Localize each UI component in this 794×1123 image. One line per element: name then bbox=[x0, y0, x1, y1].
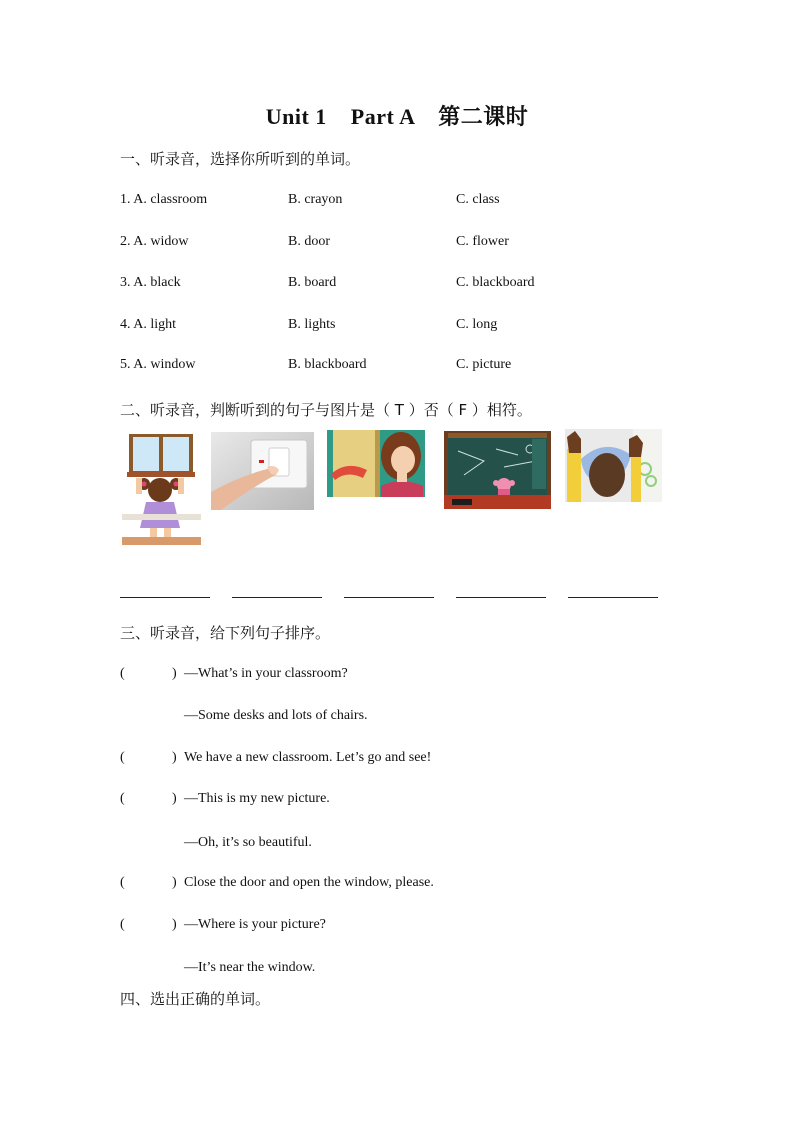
answer-blank-5[interactable] bbox=[568, 597, 658, 598]
question-row-2 bbox=[120, 234, 680, 254]
option-b: B. board bbox=[288, 275, 337, 290]
option-b: B. lights bbox=[288, 317, 336, 332]
order-sentence: —What’s in your classroom? bbox=[184, 666, 348, 681]
paren-open: ( bbox=[120, 666, 125, 681]
question-row-1 bbox=[120, 192, 680, 212]
paren-close: ) bbox=[172, 917, 177, 932]
section2-heading: 二、听录音，判断听到的句子与图片是（ T ）否（ F ）相符。 bbox=[120, 401, 532, 419]
option-a: 2. A. widow bbox=[120, 234, 189, 249]
order-reply: —It’s near the window. bbox=[184, 960, 316, 975]
option-a: 4. A. light bbox=[120, 317, 177, 332]
option-c: C. flower bbox=[456, 234, 509, 249]
paren-close: ) bbox=[172, 750, 177, 765]
section3-heading: 三、听录音，给下列句子排序。 bbox=[120, 624, 331, 642]
section1-heading: 一、听录音，选择你所听到的单词。 bbox=[120, 150, 361, 168]
answer-blank-4[interactable] bbox=[456, 597, 546, 598]
window-girl-picture bbox=[122, 432, 201, 545]
option-a: 1. A. classroom bbox=[120, 192, 208, 207]
page-title: Unit 1 Part A 第二课时 bbox=[265, 104, 529, 129]
answer-blank-1[interactable] bbox=[120, 597, 210, 598]
order-sentence: We have a new classroom. Let’s go and see! bbox=[184, 750, 432, 765]
section4-heading: 四、选出正确的单词。 bbox=[120, 990, 271, 1008]
light-switch-picture bbox=[211, 432, 314, 510]
question-row-3 bbox=[120, 275, 680, 295]
option-b: B. door bbox=[288, 234, 330, 249]
paren-open: ( bbox=[120, 917, 125, 932]
paren-close: ) bbox=[172, 666, 177, 681]
option-c: C. long bbox=[456, 317, 498, 332]
order-reply: —Some desks and lots of chairs. bbox=[184, 708, 368, 723]
order-sentence: —This is my new picture. bbox=[184, 791, 330, 806]
answer-blank-3[interactable] bbox=[344, 597, 434, 598]
question-row-4 bbox=[120, 317, 680, 337]
option-b: B. crayon bbox=[288, 192, 343, 207]
paren-open: ( bbox=[120, 875, 125, 890]
order-reply: —Oh, it’s so beautiful. bbox=[184, 835, 312, 850]
option-a: 5. A. window bbox=[120, 357, 196, 372]
paren-open: ( bbox=[120, 750, 125, 765]
answer-blank-2[interactable] bbox=[232, 597, 322, 598]
paren-open: ( bbox=[120, 791, 125, 806]
paren-close: ) bbox=[172, 791, 177, 806]
option-c: C. picture bbox=[456, 357, 512, 372]
order-sentence: Close the door and open the window, please. bbox=[184, 875, 434, 890]
paren-close: ) bbox=[172, 875, 177, 890]
option-c: C. class bbox=[456, 192, 500, 207]
option-a: 3. A. black bbox=[120, 275, 181, 290]
wall-picture bbox=[565, 429, 662, 502]
blackboard-picture bbox=[444, 431, 551, 509]
question-row-5 bbox=[120, 357, 680, 377]
option-b: B. blackboard bbox=[288, 357, 367, 372]
door-picture bbox=[327, 430, 425, 497]
order-sentence: —Where is your picture? bbox=[184, 917, 326, 932]
option-c: C. blackboard bbox=[456, 275, 535, 290]
